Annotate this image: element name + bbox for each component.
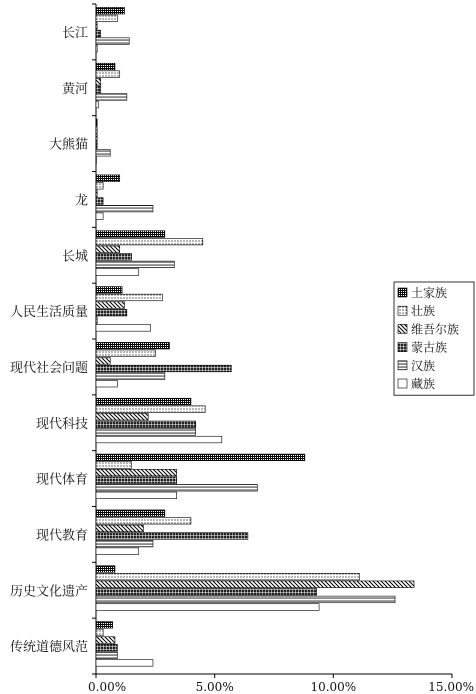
bar — [96, 134, 97, 141]
bar — [96, 261, 174, 268]
bar — [96, 492, 177, 499]
bar — [96, 406, 205, 413]
bar — [96, 477, 177, 484]
bar — [96, 589, 317, 596]
bar — [96, 484, 257, 491]
bar — [96, 421, 196, 428]
legend-swatch — [398, 306, 407, 315]
category-label: 大熊猫 — [48, 137, 88, 153]
legend-swatch — [398, 324, 407, 333]
bar — [96, 365, 231, 372]
bar — [96, 525, 143, 532]
bar — [96, 23, 97, 30]
bar — [96, 652, 117, 659]
legend-label: 藏族 — [411, 377, 436, 391]
category-label: 长江 — [61, 25, 88, 41]
bar — [96, 380, 117, 387]
bar — [96, 119, 97, 126]
legend-swatch — [398, 361, 407, 370]
bar — [96, 238, 203, 245]
bar — [96, 246, 120, 253]
bar — [96, 38, 129, 45]
bar — [96, 350, 155, 357]
bar — [96, 213, 103, 220]
bar — [96, 30, 101, 37]
bar — [96, 78, 101, 85]
bar — [96, 127, 97, 134]
bar — [96, 660, 153, 667]
bar — [96, 71, 120, 78]
category-labels — [10, 26, 88, 655]
category-label: 现代科技 — [35, 416, 88, 432]
bar — [96, 205, 153, 212]
category-label: 长城 — [61, 249, 88, 265]
bar — [96, 342, 170, 349]
bar — [96, 309, 127, 316]
bar — [96, 581, 414, 588]
x-tick-labels — [88, 680, 474, 694]
category-label: 龙 — [74, 193, 88, 209]
legend-swatch — [398, 379, 407, 388]
bar — [96, 644, 117, 651]
bar — [96, 596, 395, 603]
bar — [96, 548, 139, 555]
bar — [96, 629, 103, 636]
bar — [96, 86, 101, 93]
category-label: 人民生活质量 — [9, 305, 88, 321]
bar — [96, 7, 124, 14]
bar — [96, 429, 196, 436]
category-label: 传统道德风范 — [9, 640, 88, 656]
bar — [96, 101, 98, 108]
bar — [96, 413, 148, 420]
legend-label: 土家族 — [411, 286, 448, 300]
bar — [96, 518, 191, 525]
bar — [96, 604, 319, 611]
category-label: 现代体育 — [35, 472, 88, 488]
bar — [96, 294, 162, 301]
bar — [96, 510, 165, 517]
bar — [96, 533, 248, 540]
bar — [96, 398, 191, 405]
legend-swatch — [398, 288, 407, 297]
legend — [394, 282, 474, 395]
bar — [96, 45, 97, 52]
legend-label: 蒙古族 — [411, 340, 448, 355]
legend-label: 维吾尔族 — [411, 322, 460, 337]
bar — [96, 183, 103, 190]
bar — [96, 573, 359, 580]
category-label: 现代社会问题 — [9, 360, 88, 376]
bar — [96, 63, 115, 70]
bar — [96, 540, 153, 547]
bar — [96, 175, 120, 182]
bar — [96, 317, 97, 324]
category-label: 现代教育 — [35, 528, 88, 544]
bar — [96, 469, 177, 476]
bar — [96, 142, 97, 149]
bars — [96, 7, 414, 666]
bar — [96, 15, 117, 22]
bar — [96, 231, 165, 238]
bar — [96, 622, 113, 629]
bar — [96, 436, 222, 443]
x-tick-label: 0.00% — [88, 680, 127, 694]
legend-label: 壮族 — [411, 304, 436, 319]
bar — [96, 198, 103, 205]
bar — [96, 302, 124, 309]
bar — [96, 287, 122, 294]
x-tick-label: 5.00% — [195, 680, 234, 694]
bar — [96, 269, 139, 276]
bar — [96, 325, 151, 332]
bar — [96, 373, 165, 380]
bar — [96, 454, 305, 461]
bar — [96, 566, 115, 573]
category-label: 历史文化遗产 — [9, 584, 88, 600]
bar — [96, 358, 110, 365]
bar — [96, 462, 132, 469]
legend-label: 汉族 — [411, 358, 436, 373]
bar — [96, 637, 115, 644]
bar — [96, 94, 127, 101]
bar — [96, 149, 110, 156]
category-label: 黄河 — [61, 81, 88, 97]
x-tick-label: 15.00% — [428, 680, 474, 694]
legend-swatch — [398, 343, 407, 352]
bar — [96, 254, 132, 261]
x-tick-label: 10.00% — [310, 680, 357, 694]
bar — [96, 190, 97, 197]
